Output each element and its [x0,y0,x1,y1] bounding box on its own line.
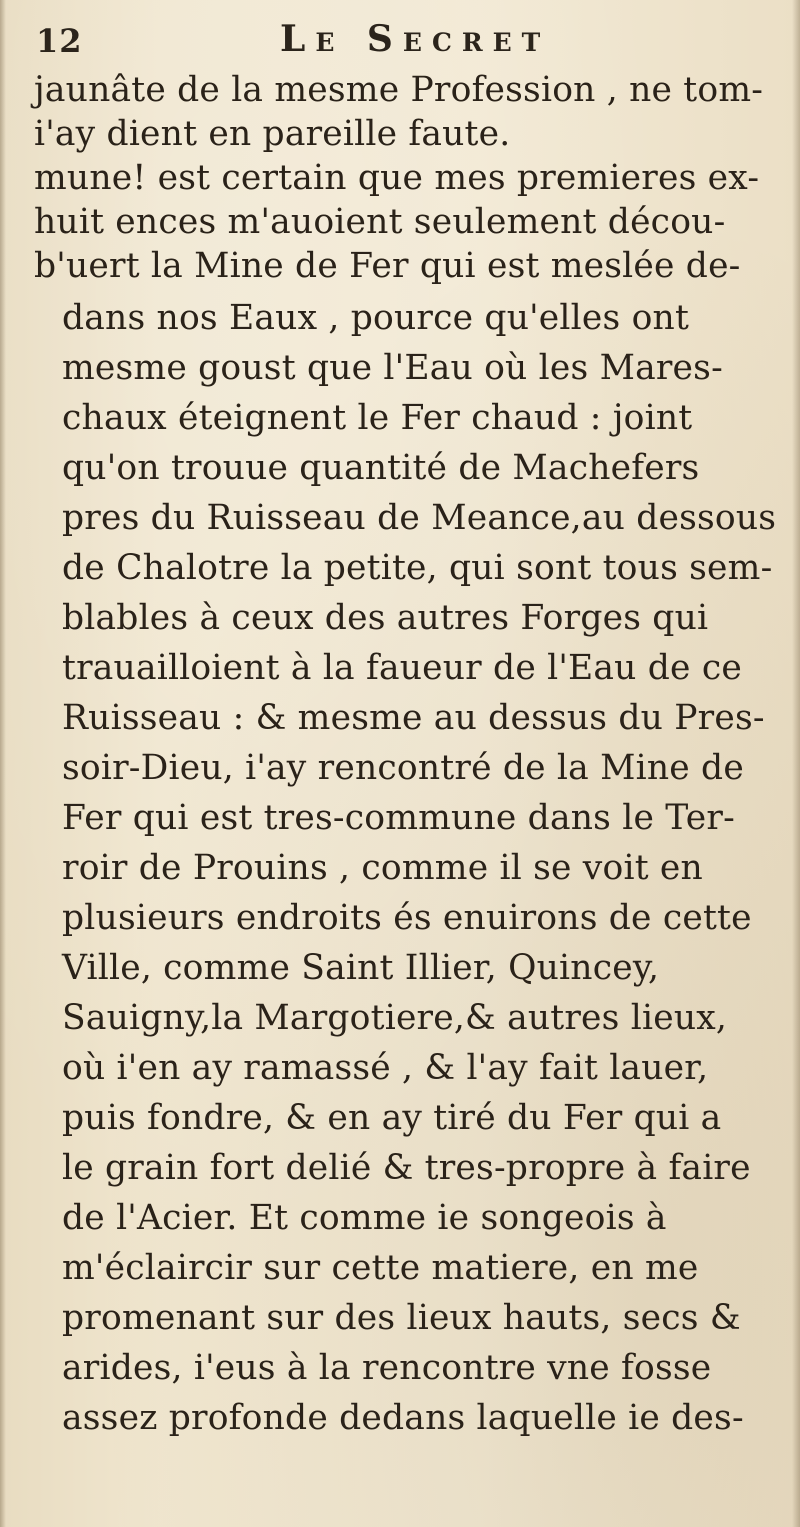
text-line: assez profonde dedans laquelle ie des- [62,1398,744,1438]
text-line: huit ences m'auoient seulement décou- [34,202,726,242]
page-number: 12 [36,22,83,60]
text-line: pres du Ruisseau de Meance,au dessous [62,498,777,538]
text-line: b'uert la Mine de Fer qui est meslée de- [34,246,741,286]
text-line: arides, i'eus à la rencontre vne fosse [62,1348,712,1388]
page-right-edge [792,0,800,1527]
text-line: de Chalotre la petite, qui sont tous sem- [62,548,773,588]
text-line: plusieurs endroits és enuirons de cette [62,898,752,938]
text-line: blables à ceux des autres Forges qui [62,598,709,638]
text-line: qu'on trouue quantité de Machefers [62,448,700,488]
text-line: Sauigny,la Margotiere,& autres lieux, [62,998,728,1038]
text-line: roir de Prouins , comme il se voit en [62,848,703,888]
text-line: Fer qui est tres-commune dans le Ter- [62,798,735,838]
text-line: où i'en ay ramassé , & l'ay fait lauer, [62,1048,709,1088]
text-line: i'ay dient en pareille faute. [34,114,511,154]
text-line: dans nos Eaux , pource qu'elles ont [62,298,690,338]
text-line: le grain fort delié & tres-propre à faire [62,1148,751,1188]
text-line: trauailloient à la faueur de l'Eau de ce [62,648,742,688]
running-title: Le Secret [280,18,551,60]
page-header [30,14,760,62]
text-line: Ville, comme Saint Illier, Quincey, [62,948,660,988]
text-line: jaunâte de la mesme Profession , ne tom- [34,70,764,110]
text-line: Ruisseau : & mesme au dessus du Pres- [62,698,765,738]
text-line: chaux éteignent le Fer chaud : joint [62,398,693,438]
text-line: mune! est certain que mes premieres ex- [34,158,760,198]
text-line: de l'Acier. Et comme ie songeois à [62,1198,667,1238]
text-line: promenant sur des lieux hauts, secs & [62,1298,741,1338]
text-line: m'éclaircir sur cette matiere, en me [62,1248,699,1288]
text-line: puis fondre, & en ay tiré du Fer qui a [62,1098,722,1138]
page-left-edge [0,0,6,1527]
text-line: mesme goust que l'Eau où les Mares- [62,348,723,388]
text-line: soir-Dieu, i'ay rencontré de la Mine de [62,748,744,788]
